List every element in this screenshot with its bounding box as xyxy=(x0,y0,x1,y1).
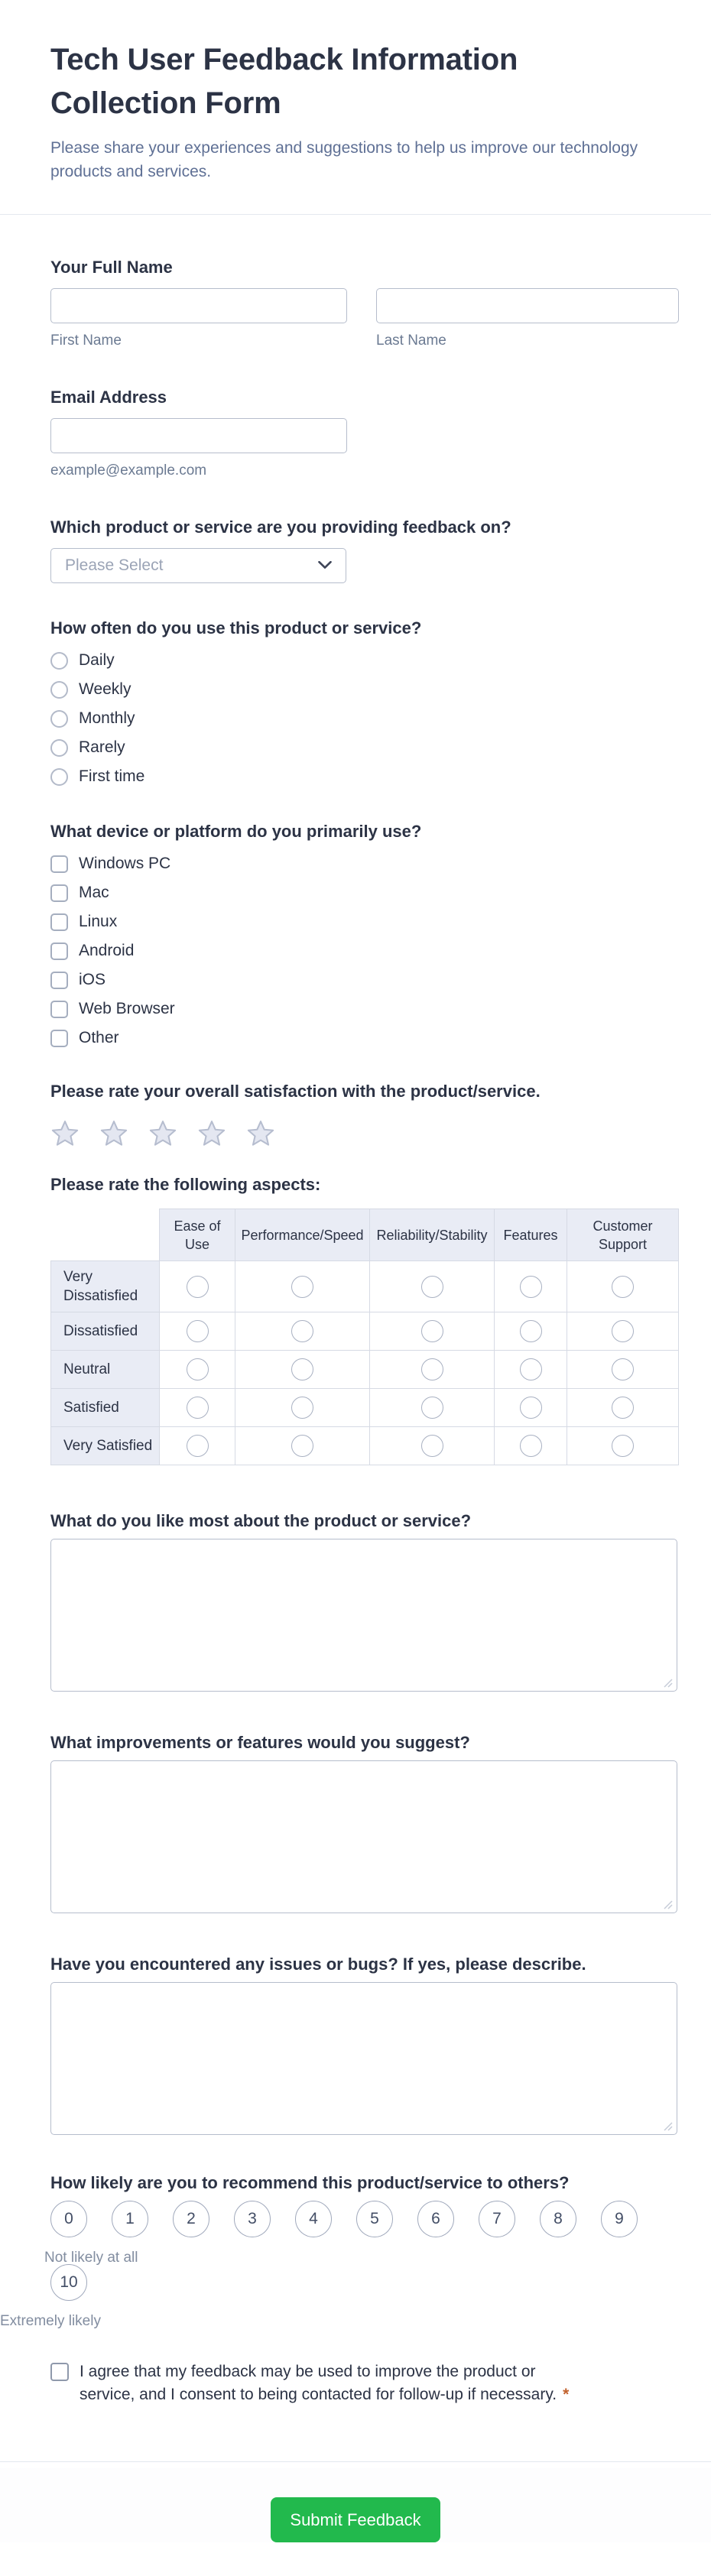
matrix-radio-icon[interactable] xyxy=(187,1320,209,1342)
email-sublabel: example@example.com xyxy=(50,462,207,479)
frequency-option-label: Weekly xyxy=(79,680,131,698)
first-name-input[interactable] xyxy=(50,288,347,323)
question-email xyxy=(50,386,677,479)
matrix-row-label: Satisfied xyxy=(51,1389,160,1427)
matrix-radio-icon[interactable] xyxy=(612,1397,634,1419)
radio-icon[interactable] xyxy=(50,768,68,786)
device-option-label: iOS xyxy=(79,971,106,988)
scale-option-7[interactable]: 7 xyxy=(479,2201,515,2237)
matrix-radio-icon[interactable] xyxy=(421,1358,443,1380)
frequency-option-label: First time xyxy=(79,767,145,785)
matrix-radio-icon[interactable] xyxy=(187,1358,209,1380)
matrix-radio-icon[interactable] xyxy=(421,1276,443,1298)
matrix-row-label: Dissatisfied xyxy=(51,1312,160,1351)
product-label: Which product or service are you providing feedback on? xyxy=(50,517,511,537)
matrix-cell xyxy=(235,1351,370,1389)
last-name-input[interactable] xyxy=(376,288,679,323)
matrix-radio-icon[interactable] xyxy=(612,1358,634,1380)
matrix-cell xyxy=(235,1427,370,1465)
matrix-radio-icon[interactable] xyxy=(291,1397,313,1419)
matrix-radio-icon[interactable] xyxy=(187,1276,209,1298)
matrix-cell xyxy=(160,1389,235,1427)
question-frequency xyxy=(50,617,677,791)
checkbox-icon[interactable] xyxy=(50,1030,68,1047)
satisfaction-label: Please rate your overall satisfaction with the product/service. xyxy=(50,1082,541,1101)
device-option-label: Web Browser xyxy=(79,1000,175,1017)
matrix-cell xyxy=(235,1389,370,1427)
matrix-radio-icon[interactable] xyxy=(187,1397,209,1419)
agreement-label-line1: I agree that my feedback may be used to improve the product or xyxy=(80,2363,536,2380)
question-aspects xyxy=(50,1173,677,1465)
matrix-radio-icon[interactable] xyxy=(520,1320,542,1342)
question-issues xyxy=(50,1953,677,2135)
checkbox-icon[interactable] xyxy=(50,972,68,989)
matrix-radio-icon[interactable] xyxy=(612,1435,634,1457)
checkbox-icon[interactable] xyxy=(50,855,68,873)
like-most-label: What do you like most about the product or service? xyxy=(50,1511,472,1530)
agreement-label-line2: service, and I consent to being contacted for follow-up if necessary. xyxy=(80,2386,557,2403)
radio-icon[interactable] xyxy=(50,739,68,757)
matrix-radio-icon[interactable] xyxy=(421,1397,443,1419)
matrix-cell xyxy=(567,1389,679,1427)
required-asterisk: * xyxy=(563,2386,570,2403)
radio-icon[interactable] xyxy=(50,652,68,670)
full-name-label: Your Full Name xyxy=(50,258,173,277)
question-recommend xyxy=(0,2172,677,2330)
question-satisfaction xyxy=(50,1080,677,1147)
email-label: Email Address xyxy=(50,388,167,407)
resize-handle-icon[interactable] xyxy=(663,2121,673,2131)
email-input[interactable] xyxy=(50,418,347,453)
matrix-corner xyxy=(51,1209,160,1261)
frequency-option-label: Rarely xyxy=(79,738,125,756)
frequency-option-label: Daily xyxy=(79,651,115,669)
last-name-sublabel: Last Name xyxy=(376,333,446,349)
matrix-row xyxy=(51,1427,679,1465)
star-icon[interactable] xyxy=(99,1118,128,1147)
matrix-column-header: Reliability/Stability xyxy=(370,1209,495,1261)
checkbox-icon[interactable] xyxy=(50,1001,68,1018)
matrix-cell xyxy=(567,1312,679,1351)
submit-button[interactable]: Submit Feedback xyxy=(271,2497,440,2542)
first-name-group xyxy=(50,288,347,349)
footer-divider xyxy=(0,2461,711,2462)
device-option[interactable] xyxy=(50,849,677,878)
frequency-label: How often do you use this product or service? xyxy=(50,618,422,638)
matrix-radio-icon[interactable] xyxy=(421,1435,443,1457)
device-option-label: Mac xyxy=(79,884,109,901)
question-devices xyxy=(50,820,677,1053)
scale-option-5[interactable]: 5 xyxy=(356,2201,393,2237)
scale-option-0[interactable]: 0 xyxy=(50,2201,87,2237)
scale-option-4[interactable]: 4 xyxy=(295,2201,332,2237)
device-option[interactable] xyxy=(50,936,677,965)
matrix-radio-icon[interactable] xyxy=(520,1435,542,1457)
product-select-placeholder: Please Select xyxy=(65,556,164,574)
frequency-option-label: Monthly xyxy=(79,709,135,727)
scale-option-10[interactable]: 10 xyxy=(50,2264,87,2301)
scale-option-9[interactable]: 9 xyxy=(601,2201,638,2237)
scale-option-2[interactable]: 2 xyxy=(173,2201,209,2237)
matrix-row xyxy=(51,1389,679,1427)
device-option[interactable] xyxy=(50,994,677,1024)
star-icon[interactable] xyxy=(148,1118,177,1147)
matrix-cell xyxy=(567,1261,679,1312)
matrix-radio-icon[interactable] xyxy=(612,1320,634,1342)
matrix-cell xyxy=(495,1427,567,1465)
device-option[interactable] xyxy=(50,878,677,907)
matrix-radio-icon[interactable] xyxy=(520,1358,542,1380)
matrix-cell xyxy=(370,1261,495,1312)
star-icon[interactable] xyxy=(246,1118,275,1147)
resize-handle-icon[interactable] xyxy=(663,1678,673,1688)
matrix-radio-icon[interactable] xyxy=(291,1276,313,1298)
aspects-label: Please rate the following aspects: xyxy=(50,1175,321,1194)
matrix-cell xyxy=(160,1427,235,1465)
question-agreement[interactable] xyxy=(50,2360,677,2406)
matrix-radio-icon[interactable] xyxy=(421,1320,443,1342)
matrix-column-header: Customer Support xyxy=(567,1209,679,1261)
matrix-cell xyxy=(370,1351,495,1389)
matrix-cell xyxy=(370,1389,495,1427)
device-option[interactable] xyxy=(50,907,677,936)
matrix-column-header: Performance/Speed xyxy=(235,1209,370,1261)
device-option-label: Windows PC xyxy=(79,855,171,872)
matrix-cell xyxy=(495,1261,567,1312)
device-option[interactable] xyxy=(50,965,677,994)
resize-handle-icon[interactable] xyxy=(663,1900,673,1909)
matrix-cell xyxy=(160,1351,235,1389)
checkbox-icon[interactable] xyxy=(50,884,68,902)
star-icon[interactable] xyxy=(197,1118,226,1147)
scale-option-6[interactable]: 6 xyxy=(417,2201,454,2237)
frequency-option[interactable] xyxy=(50,704,677,733)
matrix-radio-icon[interactable] xyxy=(612,1276,634,1298)
matrix-radio-icon[interactable] xyxy=(520,1276,542,1298)
form-body xyxy=(0,215,711,2406)
matrix-column-header: Features xyxy=(495,1209,567,1261)
device-option[interactable] xyxy=(50,1024,677,1053)
form-page xyxy=(0,0,711,183)
matrix-row xyxy=(51,1351,679,1389)
matrix-cell xyxy=(160,1261,235,1312)
frequency-option[interactable] xyxy=(50,762,677,791)
issues-textarea[interactable] xyxy=(50,1982,677,2135)
frequency-option[interactable] xyxy=(50,733,677,762)
matrix-row xyxy=(51,1312,679,1351)
footer xyxy=(0,2468,711,2542)
matrix-cell xyxy=(235,1261,370,1312)
device-option-label: Other xyxy=(79,1029,119,1046)
page-title: Tech User Feedback Information Collection Form xyxy=(50,43,518,120)
matrix-cell xyxy=(495,1389,567,1427)
question-like-most xyxy=(50,1510,677,1692)
matrix-radio-icon[interactable] xyxy=(291,1358,313,1380)
matrix-column-header: Ease of Use xyxy=(160,1209,235,1261)
scale-option-1[interactable]: 1 xyxy=(112,2201,148,2237)
radio-icon[interactable] xyxy=(50,681,68,699)
matrix-cell xyxy=(567,1351,679,1389)
aspects-matrix xyxy=(50,1209,679,1465)
scale-option-8[interactable]: 8 xyxy=(540,2201,576,2237)
question-improvements xyxy=(50,1731,677,1913)
matrix-row-label: Very Dissatisfied xyxy=(51,1261,160,1312)
question-full-name xyxy=(50,256,677,349)
matrix-radio-icon[interactable] xyxy=(187,1435,209,1457)
page-subtitle: Please share your experiences and suggestions to help us improve our technology products and services. xyxy=(50,139,638,180)
matrix-cell xyxy=(567,1427,679,1465)
frequency-option[interactable] xyxy=(50,646,677,675)
first-name-sublabel: First Name xyxy=(50,333,122,349)
scale-low-caption: Not likely at all xyxy=(44,2250,138,2266)
agreement-label xyxy=(80,2360,569,2406)
devices-label: What device or platform do you primarily use? xyxy=(50,822,422,841)
matrix-cell xyxy=(370,1427,495,1465)
recommend-label: How likely are you to recommend this product/service to others? xyxy=(50,2173,570,2192)
matrix-cell xyxy=(495,1351,567,1389)
checkbox-icon[interactable] xyxy=(50,942,68,960)
scale-high-caption: Extremely likely xyxy=(0,2313,101,2329)
matrix-cell xyxy=(495,1312,567,1351)
agreement-checkbox-icon[interactable] xyxy=(50,2363,69,2381)
matrix-radio-icon[interactable] xyxy=(291,1320,313,1342)
recommend-scale xyxy=(0,2201,677,2330)
improvements-textarea[interactable] xyxy=(50,1760,677,1913)
device-option-label: Linux xyxy=(79,913,118,930)
frequency-option[interactable] xyxy=(50,675,677,704)
matrix-row xyxy=(51,1261,679,1312)
chevron-down-icon xyxy=(318,559,332,573)
last-name-group xyxy=(376,288,679,349)
issues-label: Have you encountered any issues or bugs? If yes, please describe. xyxy=(50,1955,586,1974)
star-icon[interactable] xyxy=(50,1118,80,1147)
matrix-cell xyxy=(370,1312,495,1351)
scale-option-3[interactable]: 3 xyxy=(234,2201,271,2237)
improvements-label: What improvements or features would you suggest? xyxy=(50,1733,470,1752)
checkbox-icon[interactable] xyxy=(50,913,68,931)
matrix-row-label: Very Satisfied xyxy=(51,1427,160,1465)
matrix-radio-icon[interactable] xyxy=(291,1435,313,1457)
device-option-label: Android xyxy=(79,942,135,959)
matrix-cell xyxy=(235,1312,370,1351)
question-product xyxy=(50,516,677,583)
radio-icon[interactable] xyxy=(50,710,68,728)
matrix-cell xyxy=(160,1312,235,1351)
like-most-textarea[interactable] xyxy=(50,1539,677,1692)
star-rating xyxy=(50,1118,677,1147)
product-select[interactable] xyxy=(50,548,346,583)
matrix-row-label: Neutral xyxy=(51,1351,160,1389)
matrix-radio-icon[interactable] xyxy=(520,1397,542,1419)
